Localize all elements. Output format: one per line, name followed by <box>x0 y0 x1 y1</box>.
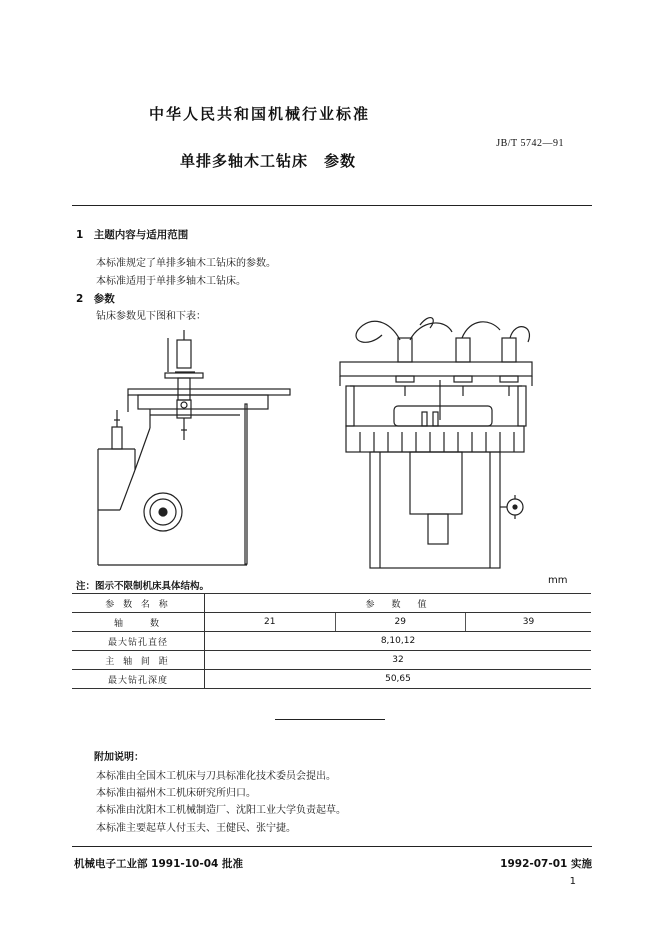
row-name: 最大钻孔直径 <box>72 632 205 651</box>
row-name: 轴 数 <box>72 613 205 632</box>
row-name: 最大钻孔深度 <box>72 670 205 689</box>
parameters-table <box>72 593 591 689</box>
appendix-line: 本标准由福州木工机床研究所归口。 <box>96 788 256 799</box>
section-1-heading: 1 主题内容与适用范围 <box>76 229 189 241</box>
table-row <box>72 632 591 651</box>
row-value: 8,10,12 <box>205 632 592 651</box>
section-1-paragraph-2: 本标准适用于单排多轴木工钻床。 <box>96 276 246 287</box>
row-value: 21 <box>205 613 336 632</box>
row-value: 32 <box>205 651 592 670</box>
header-param-value: 参 数 值 <box>205 594 592 613</box>
implementation-date: 1992-07-01 实施 <box>500 858 592 870</box>
row-value: 39 <box>466 613 591 632</box>
issuing-organization: 中华人民共和国机械行业标准 <box>149 105 371 123</box>
standard-code: JB/T 5742—91 <box>496 138 564 149</box>
row-value: 50,65 <box>205 670 592 689</box>
row-value: 29 <box>335 613 466 632</box>
figure-note: 注：图示不限制机床具体结构。 <box>76 581 210 592</box>
table-row <box>72 613 591 632</box>
document-title: 单排多轴木工钻床 参数 <box>180 152 357 170</box>
section-1-paragraph-1: 本标准规定了单排多轴木工钻床的参数。 <box>96 258 276 269</box>
section-2-heading: 2 参数 <box>76 293 115 305</box>
page-number: 1 <box>569 876 576 887</box>
approval-date: 机械电子工业部 1991-10-04 批准 <box>74 858 243 870</box>
front-view-drawing <box>340 318 532 568</box>
footer-divider <box>72 846 592 847</box>
appendix-line: 本标准主要起草人付玉夫、王健民、张宁捷。 <box>96 823 296 834</box>
appendix-line: 本标准由全国木工机床与刀具标准化技术委员会提出。 <box>96 771 336 782</box>
side-view-drawing <box>98 330 290 565</box>
table-unit: mm <box>548 575 568 586</box>
table-header-row <box>72 594 591 613</box>
header-param-name: 参 数 名 称 <box>72 594 205 613</box>
appendix-heading: 附加说明： <box>94 752 144 763</box>
row-name: 主 轴 间 距 <box>72 651 205 670</box>
section-2-paragraph-1: 钻床参数见下图和下表： <box>96 311 206 322</box>
table-row <box>72 670 591 689</box>
appendix-divider <box>275 719 385 720</box>
table-row <box>72 651 591 670</box>
appendix-line: 本标准由沈阳木工机械制造厂、沈阳工业大学负责起草。 <box>96 805 346 816</box>
